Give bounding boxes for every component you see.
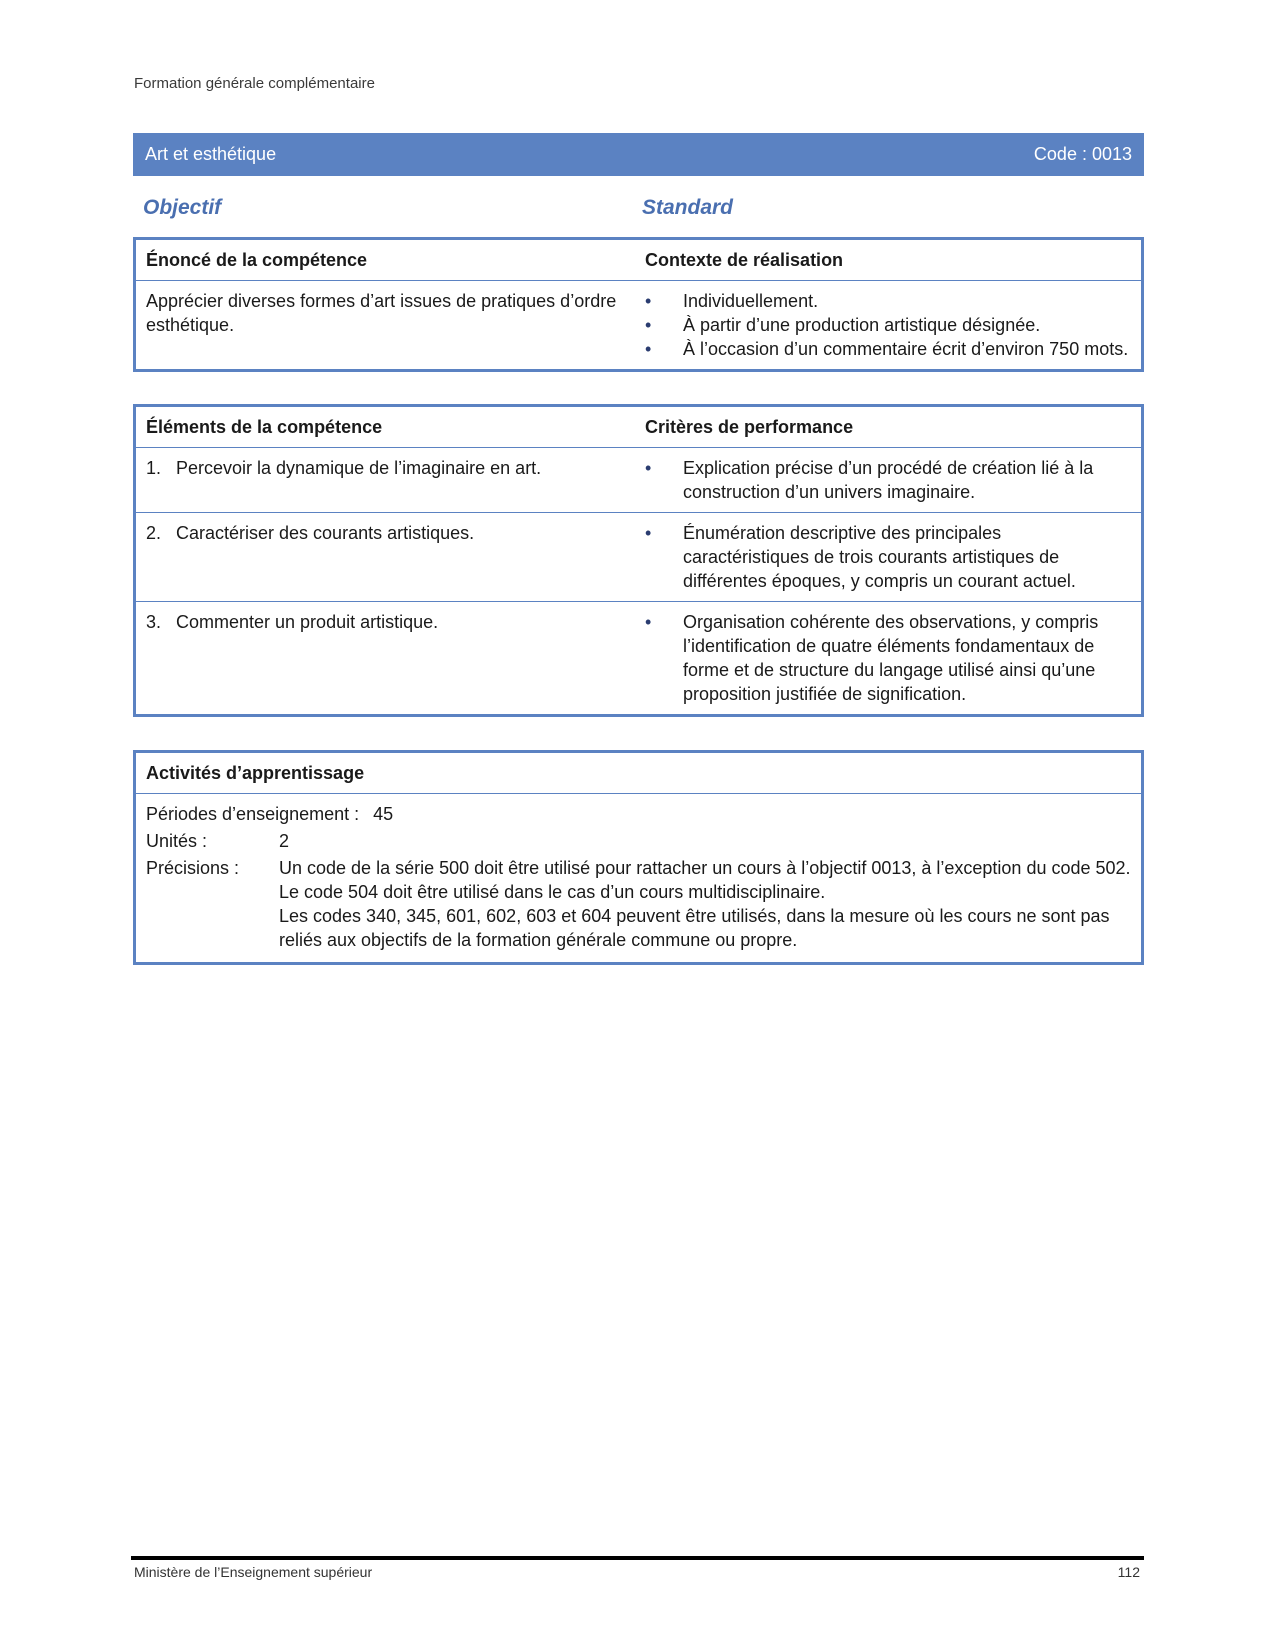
- element-item: [146, 610, 629, 634]
- elements-header-row: [136, 407, 1141, 447]
- section-objectif: Objectif: [143, 196, 222, 219]
- footer-ministry: Ministère de l’Enseignement supérieur: [134, 1564, 373, 1580]
- precision-item: Le code 504 doit être utilisé dans le cas d’un cours multidisciplinaire.: [279, 882, 826, 902]
- competence-header-row: [136, 240, 1141, 280]
- contexte-list: [645, 289, 1131, 361]
- table-row: [136, 447, 1141, 512]
- elements-header: Éléments de la compétence: [146, 417, 383, 437]
- element-text: Commenter un produit artistique.: [176, 612, 439, 632]
- element-number: 1.: [146, 458, 162, 478]
- element-item: [146, 521, 629, 545]
- precisions-label: Précisions :: [146, 858, 240, 878]
- precisions-row: [136, 856, 1141, 952]
- critere-item: • Énumération descriptive des principales caractéristiques de trois courants artistiques de différentes époques, y compris un courant actuel.: [645, 521, 1131, 593]
- precision-item: Un code de la série 500 doit être utilisé pour rattacher un cours à l’objectif 0013, à l’exception du code 502.: [279, 858, 1131, 878]
- unites-label: Unités :: [146, 831, 208, 851]
- element-text: Caractériser des courants artistiques.: [176, 523, 475, 543]
- course-code: Code : 0013: [1033, 144, 1132, 164]
- competence-body-row: [136, 280, 1141, 369]
- enonce-header: Énoncé de la compétence: [146, 250, 368, 270]
- element-number: 2.: [146, 523, 162, 543]
- running-header: Formation générale complémentaire: [134, 75, 375, 92]
- periodes-label: Périodes d’enseignement :: [146, 804, 360, 824]
- element-text: Percevoir la dynamique de l’imaginaire en art.: [176, 458, 542, 478]
- criteres-header: Critères de performance: [645, 417, 854, 437]
- activities-body: [136, 793, 1141, 962]
- periodes-row: [136, 802, 1141, 826]
- element-number: 3.: [146, 612, 162, 632]
- list-item: • À l’occasion d’un commentaire écrit d’environ 750 mots.: [645, 337, 1131, 361]
- table-row: [136, 512, 1141, 601]
- page-number: 112: [1117, 1564, 1140, 1580]
- competence-table: [133, 237, 1144, 372]
- critere-item: • Organisation cohérente des observations, y compris l’identification de quatre éléments fondamentaux de forme et de structure du langage utilisé ainsi qu’une proposition justifiée de signification.: [645, 610, 1131, 706]
- section-standard: Standard: [642, 196, 734, 219]
- title-bar: [133, 133, 1144, 176]
- precision-item: Les codes 340, 345, 601, 602, 603 et 604 peuvent être utilisés, dans la mesure où les cours ne sont pas reliés aux objectifs de la formation générale commune ou propre.: [279, 906, 1110, 950]
- periodes-value: 45: [373, 804, 394, 824]
- unites-row: [136, 829, 1141, 853]
- unites-value: 2: [279, 831, 290, 851]
- contexte-list-cell: [639, 281, 1141, 369]
- elements-table: [133, 404, 1144, 717]
- activities-header: Activités d’apprentissage: [146, 763, 365, 783]
- table-row: [136, 601, 1141, 714]
- footer-rule: [131, 1556, 1144, 1560]
- course-title: Art et esthétique: [145, 144, 277, 164]
- element-item: [146, 456, 629, 480]
- contexte-header: Contexte de réalisation: [645, 250, 844, 270]
- critere-item: • Explication précise d’un procédé de création lié à la construction d’un univers imaginaire.: [645, 456, 1131, 504]
- enonce-text: Apprécier diverses formes d’art issues de pratiques d’ordre esthétique.: [146, 291, 617, 335]
- list-item: • Individuellement.: [645, 289, 1131, 313]
- precisions-text: [279, 856, 1131, 952]
- list-item: • À partir d’une production artistique désignée.: [645, 313, 1131, 337]
- activities-box: [133, 750, 1144, 965]
